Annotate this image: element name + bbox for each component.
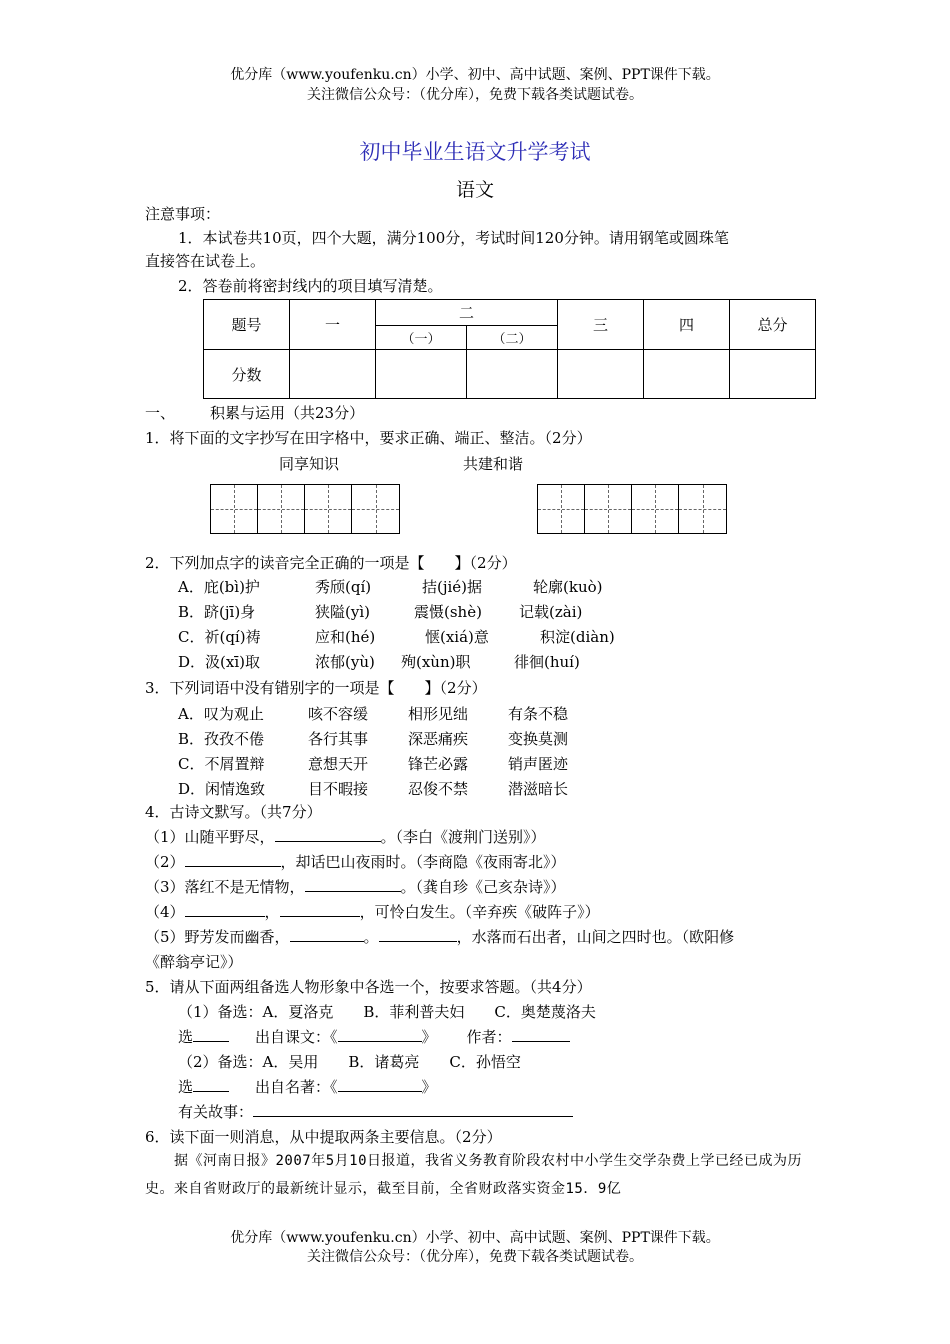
q5-group-1-answer: 选 出自课文：《 》 作者：: [178, 1027, 570, 1047]
th-si: 四: [644, 300, 730, 350]
q2-b-4: 记载(zài): [519, 603, 583, 621]
q2-a-3: 拮(jié)据: [422, 578, 483, 596]
section-1-num: 一、: [145, 404, 176, 422]
th-er-1: （一）: [376, 326, 467, 350]
q4-blank-4a[interactable]: [185, 902, 265, 917]
score-cell-er2[interactable]: [467, 350, 558, 399]
q5-select-2[interactable]: [193, 1077, 229, 1092]
q3-text: 3．下列词语中没有错别字的一项是【 】（2分）: [145, 679, 487, 697]
q5-kewen-blank[interactable]: [338, 1027, 422, 1042]
q5-text: 5．请从下面两组备选人物形象中各选一个，按要求答题。（共4分）: [145, 978, 592, 996]
q4-poem-4: （4） ， ，可怜白发生。（辛弃疾《破阵子》）: [145, 903, 600, 921]
q3-c-1: C．不屑置辩: [178, 755, 265, 773]
th-er: 二: [376, 300, 558, 326]
tianzige-grid-1[interactable]: [210, 484, 400, 534]
notice-item-1b: 直接答在试卷上。: [145, 252, 266, 270]
q4-poem-1: （1）山随平野尽， 。（李白《渡荆门送别》）: [145, 828, 546, 846]
q3-b-1: B．孜孜不倦: [178, 730, 265, 748]
q3-a-1: A．叹为观止: [178, 705, 264, 723]
q2-b-3: 震慑(shè): [414, 603, 482, 621]
q2-d-4: 徘徊(huí): [514, 653, 580, 671]
q4-blank-1[interactable]: [275, 827, 381, 842]
q5-group-2-answer: 选 出自名著：《 》: [178, 1078, 437, 1096]
q4-poem-2: （2） ，却话巴山夜雨时。（李商隐《夜雨寄北》）: [145, 853, 566, 871]
q1-text: 1．将下面的文字抄写在田字格中，要求正确、端正、整洁。（2分）: [145, 429, 592, 447]
row-fenshu-label: 分数: [204, 350, 290, 399]
q1-phrase-2: 共建和谐: [463, 455, 524, 473]
q2-a-2: 秀颀(qí): [315, 578, 372, 596]
q5-select-1[interactable]: [193, 1027, 229, 1042]
th-san: 三: [558, 300, 644, 350]
q3-b-3: 深恶痛疾: [408, 730, 469, 748]
q3-d-1: D．闲情逸致: [178, 780, 266, 798]
score-cell-er1[interactable]: [376, 350, 467, 399]
q1-phrase-1: 同享知识: [279, 455, 340, 473]
q3-d-2: 目不暇接: [308, 780, 369, 798]
tianzige-grid-2[interactable]: [537, 484, 727, 534]
q6-text: 6．读下面一则消息，从中提取两条主要信息。（2分）: [145, 1128, 502, 1146]
q3-a-3: 相形见绌: [408, 705, 469, 723]
q4-blank-5b[interactable]: [379, 927, 457, 942]
notice-heading: 注意事项：: [145, 205, 221, 223]
th-yi: 一: [290, 300, 376, 350]
th-tihao: 题号: [204, 300, 290, 350]
q3-a-4: 有条不稳: [508, 705, 569, 723]
q5-story-blank[interactable]: [253, 1102, 573, 1117]
score-table: [203, 299, 816, 399]
q3-b-2: 各行其事: [308, 730, 369, 748]
q4-poem-5: （5）野芳发而幽香， 。 ，水落而石出者，山间之四时也。（欧阳修: [145, 928, 735, 946]
q2-b-2: 狭隘(yì): [315, 603, 370, 621]
q2-b-1: B．跻(jī)身: [178, 603, 256, 621]
q4-poem-3: （3）落红不是无情物， 。（龚自珍《己亥杂诗》）: [145, 878, 566, 896]
q5-author-blank[interactable]: [512, 1027, 570, 1042]
header-line-2: 关注微信公众号：（优分库），免费下载各类试题试卷。: [307, 87, 643, 103]
footer-line-2: 关注微信公众号：（优分库），免费下载各类试题试卷。: [307, 1249, 643, 1265]
q3-c-2: 意想天开: [308, 755, 369, 773]
score-cell-total[interactable]: [730, 350, 816, 399]
exam-subtitle: 语文: [455, 179, 494, 201]
th-zongfen: 总分: [730, 300, 816, 350]
q2-a-1: A．庇(bì)护: [178, 578, 260, 596]
q3-d-4: 潜滋暗长: [508, 780, 569, 798]
q5-group-2: （2）备选：A．吴用 B．诸葛亮 C．孙悟空: [178, 1053, 521, 1071]
footer-line-1: 优分库（www.youfenku.cn）小学、初中、高中试题、案例、PPT课件下载。: [230, 1230, 720, 1246]
q4-blank-2[interactable]: [185, 852, 281, 867]
q2-a-4: 轮廓(kuò): [533, 578, 603, 596]
q2-text: 2．下列加点字的读音完全正确的一项是【 】（2分）: [145, 554, 517, 572]
q2-c-3: 惬(xiá)意: [425, 628, 489, 646]
q3-c-3: 锋芒必露: [408, 755, 469, 773]
q2-c-4: 积淀(diàn): [540, 628, 615, 646]
q5-mingzhu-blank[interactable]: [338, 1077, 422, 1092]
q3-b-4: 变换莫测: [508, 730, 569, 748]
score-cell-san[interactable]: [558, 350, 644, 399]
q3-a-2: 咳不容缓: [308, 705, 369, 723]
q4-blank-5a[interactable]: [290, 927, 364, 942]
q5-group-1: （1）备选：A．夏洛克 B．菲利普夫妇 C．奥楚蔑洛夫: [178, 1003, 596, 1021]
q2-c-1: C．祈(qí)祷: [178, 628, 261, 646]
q2-d-3: 殉(xùn)职: [401, 653, 471, 671]
q3-d-3: 忍俊不禁: [408, 780, 469, 798]
q4-blank-4b[interactable]: [280, 902, 360, 917]
q3-c-4: 销声匿迹: [508, 755, 569, 773]
score-cell-si[interactable]: [644, 350, 730, 399]
q6-news: 据《河南日报》2007年5月10日报道，我省义务教育阶段农村中小学生交学杂费上学已经已成为历史。来自省财政厅的最新统计显示，截至目前，全省财政落实资金15．9亿: [145, 1153, 802, 1197]
q4-poem-5-source: 《醉翁亭记》）: [145, 953, 243, 971]
section-1-title: 积累与运用（共23分）: [210, 404, 365, 422]
notice-item-1a: 1．本试卷共10页，四个大题，满分100分，考试时间120分钟。请用钢笔或圆珠笔: [178, 229, 729, 247]
th-er-2: （二）: [467, 326, 558, 350]
score-cell-yi[interactable]: [290, 350, 376, 399]
q5-story: 有关故事：: [178, 1102, 573, 1122]
notice-item-2: 2．答卷前将密封线内的项目填写清楚。: [178, 277, 443, 295]
q4-blank-3[interactable]: [305, 877, 401, 892]
q2-c-2: 应和(hé): [315, 628, 376, 646]
header-line-1: 优分库（www.youfenku.cn）小学、初中、高中试题、案例、PPT课件下载。: [230, 67, 720, 83]
q2-d-2: 浓郁(yù): [315, 653, 375, 671]
q4-text: 4．古诗文默写。（共7分）: [145, 803, 322, 821]
exam-title: 初中毕业生语文升学考试: [359, 140, 591, 164]
q2-d-1: D．汲(xī)取: [178, 653, 260, 671]
